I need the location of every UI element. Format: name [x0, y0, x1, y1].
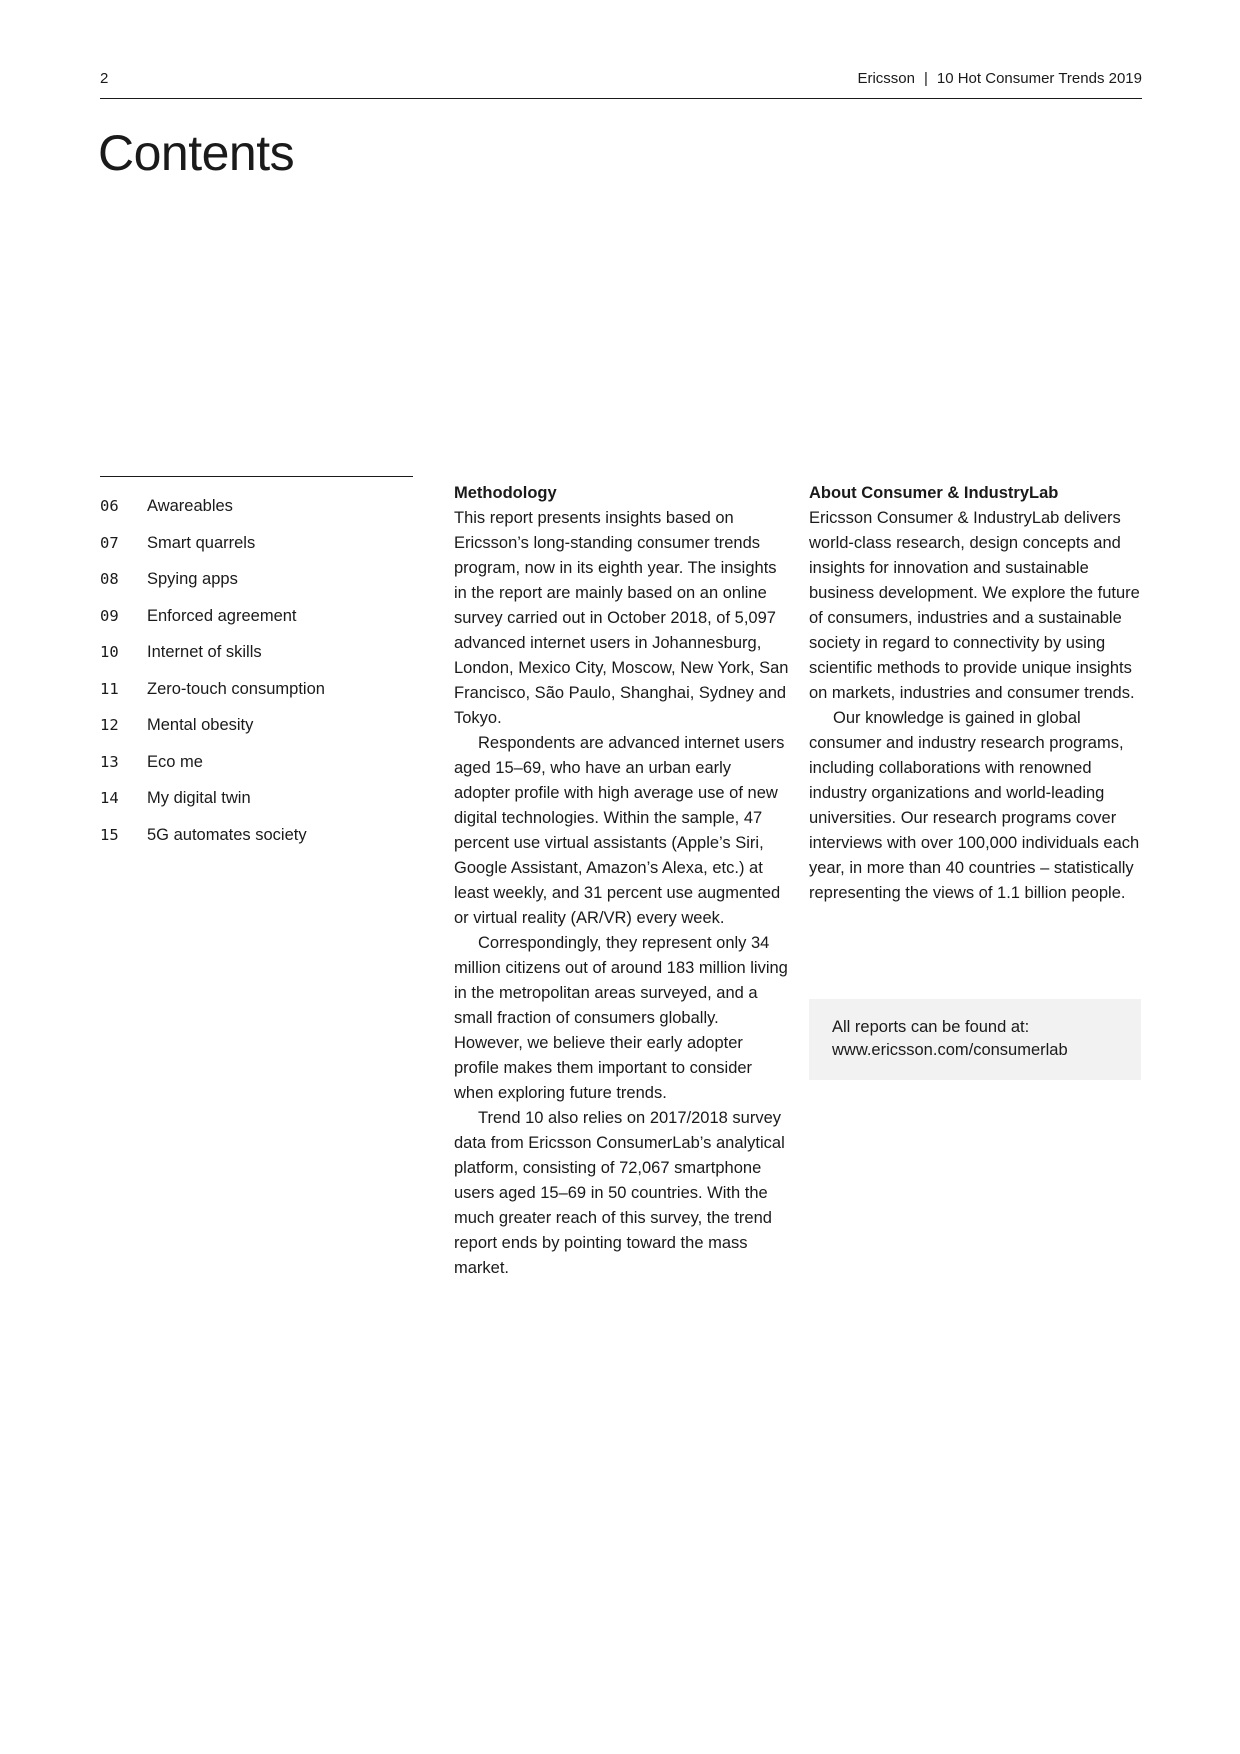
toc-label: 5G automates society	[147, 825, 307, 844]
toc-item-smart-quarrels[interactable]	[100, 530, 420, 567]
toc-page-number: 12	[100, 716, 119, 734]
methodology-section	[454, 481, 790, 1281]
toc-label: Spying apps	[147, 570, 238, 588]
page-number: 2	[100, 70, 109, 87]
toc-item-spying-apps[interactable]	[100, 566, 420, 603]
toc-label: Enforced agreement	[147, 606, 297, 625]
toc-item-zero-touch-consumption[interactable]	[100, 676, 420, 713]
running-title	[857, 70, 1142, 88]
toc-divider	[100, 476, 413, 477]
about-paragraph: Ericsson Consumer & IndustryLab delivers world-class research, design concepts and insights for innovation and sustainable business development. We explore the future of consumers, industries and a sustainable society in regard to connectivity by using scientific methods to provide unique insights on markets, industries and consumer trends.	[809, 509, 1140, 702]
toc-item-awareables[interactable]	[100, 493, 420, 530]
reports-callout-text: All reports can be found at:	[832, 1018, 1030, 1036]
page-header	[100, 70, 1142, 99]
toc-item-enforced-agreement[interactable]	[100, 603, 420, 640]
toc-page-number: 08	[100, 570, 119, 588]
toc-page-number: 14	[100, 789, 119, 807]
toc-page-number: 11	[100, 679, 119, 698]
toc-item-5g-automates-society[interactable]	[100, 822, 420, 859]
page-title: Contents	[98, 125, 295, 181]
toc-page-number: 09	[100, 606, 119, 625]
toc-item-internet-of-skills[interactable]	[100, 639, 420, 676]
toc-label: Internet of skills	[147, 643, 262, 661]
toc-page-number: 13	[100, 752, 119, 771]
consumerlab-link[interactable]: www.ericsson.com/consumerlab	[832, 1041, 1068, 1059]
methodology-paragraph: Trend 10 also relies on 2017/2018 survey data from Ericsson ConsumerLab’s analytical platform, consisting of 72,067 smartphone users aged 15–69 in 50 countries. With the much greater reach of this survey, the trend report ends by pointing toward the mass market.	[454, 1109, 785, 1277]
toc-label: Eco me	[147, 752, 203, 771]
report-title: 10 Hot Consumer Trends 2019	[936, 70, 1142, 87]
publisher-name: Ericsson	[857, 70, 915, 87]
toc-page-number: 10	[100, 643, 119, 661]
title-separator: |	[923, 70, 928, 87]
toc-item-mental-obesity[interactable]	[100, 712, 420, 749]
toc-item-eco-me[interactable]	[100, 749, 420, 786]
about-section	[809, 481, 1145, 906]
about-paragraph: Our knowledge is gained in global consumer and industry research programs, including collaborations with renowned industry organizations and world-leading universities. Our research programs cover interviews with over 100,000 individuals each year, in more than 40 countries – statistically representing the views of 1.1 billion people.	[809, 709, 1140, 902]
toc-label: Zero-touch consumption	[147, 679, 325, 698]
toc-page-number: 06	[100, 497, 119, 515]
methodology-paragraph: Correspondingly, they represent only 34 million citizens out of around 183 million living in the metropolitan areas surveyed, and a small fraction of consumers globally. However, we believe their early adopter profile makes them important to consider when exploring future trends.	[454, 934, 788, 1102]
reports-callout	[809, 999, 1141, 1080]
about-heading: About Consumer & IndustryLab	[809, 484, 1059, 502]
toc-item-my-digital-twin[interactable]	[100, 785, 420, 822]
methodology-heading: Methodology	[454, 484, 557, 502]
toc-page-number: 15	[100, 825, 119, 844]
table-of-contents	[100, 493, 420, 858]
toc-label: Awareables	[147, 497, 233, 515]
toc-label: Mental obesity	[147, 716, 254, 734]
toc-label: My digital twin	[147, 789, 251, 807]
toc-page-number: 07	[100, 533, 119, 552]
methodology-paragraph: This report presents insights based on Ericsson’s long-standing consumer trends program, now in its eighth year. The insights in the report are mainly based on an online survey carried out in October 2018, of 5,097 advanced internet users in Johannesburg, London, Mexico City, Moscow, New York, San Francisco, São Paulo, Shanghai, Sydney and Tokyo.	[454, 509, 789, 727]
toc-label: Smart quarrels	[147, 533, 256, 552]
methodology-paragraph: Respondents are advanced internet users aged 15–69, who have an urban early adopter profile with high average use of new digital technologies. Within the sample, 47 percent use virtual assistants (Apple’s Siri, Google Assistant, Amazon’s Alexa, etc.) at least weekly, and 31 percent use augmented or virtual reality (AR/VR) every week.	[454, 734, 785, 927]
